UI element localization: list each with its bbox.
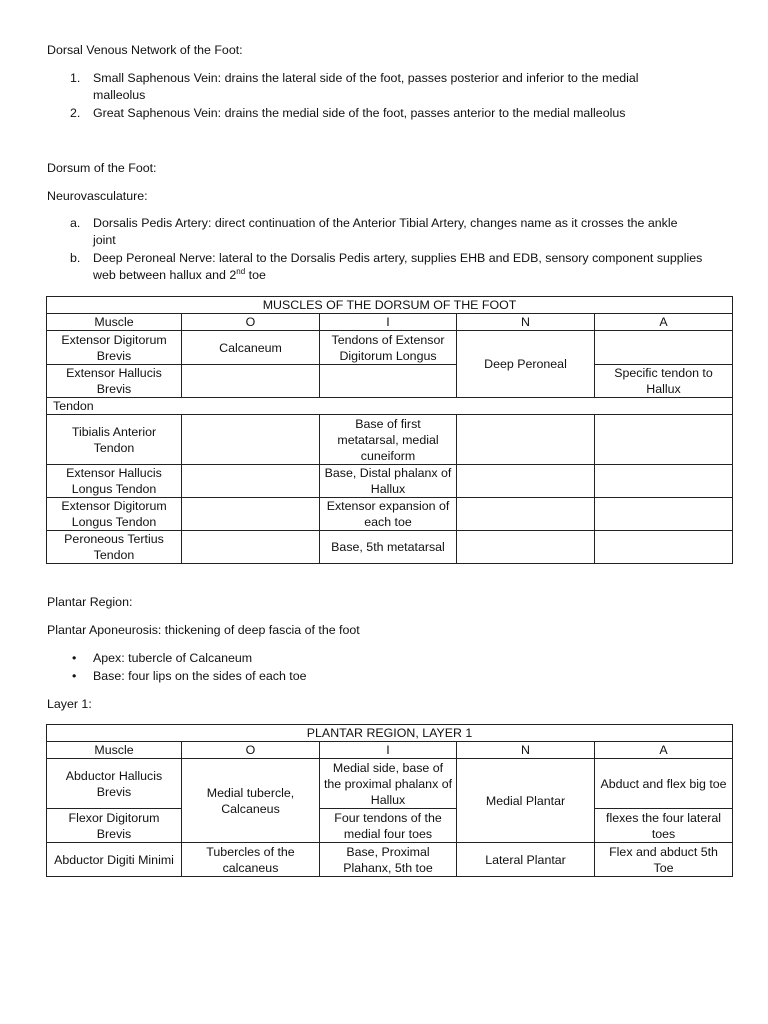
table-cell [457, 465, 595, 498]
table-cell [457, 415, 595, 465]
table-row [47, 331, 733, 365]
table-cell: Base, Distal phalanx of Hallux [320, 465, 457, 498]
table-cell: Abduct and flex big toe [595, 759, 733, 809]
table-cell: Medial Plantar [457, 759, 595, 843]
column-header: N [457, 314, 595, 331]
list-item-text: Great Saphenous Vein: drains the medial side of the foot, passes anterior to the medial malleolus [93, 106, 626, 120]
table-cell [182, 498, 320, 531]
table-cell: Extensor expansion of each toe [320, 498, 457, 531]
list-marker: a. [70, 216, 81, 230]
table-cell [182, 531, 320, 564]
table-row [47, 498, 733, 531]
table-cell: Extensor Digitorum Brevis [47, 331, 182, 365]
table-cell [595, 498, 733, 531]
table-row [47, 415, 733, 465]
table-cell: Abductor Hallucis Brevis [47, 759, 182, 809]
table-row [47, 465, 733, 498]
column-header: Muscle [47, 742, 182, 759]
table-cell: Tibialis Anterior Tendon [47, 415, 182, 465]
table-cell: Tendon [47, 398, 733, 415]
table-cell: Base, 5th metatarsal [320, 531, 457, 564]
table-row [47, 759, 733, 809]
table-row [47, 365, 733, 398]
column-header: I [320, 742, 457, 759]
plantar-heading: Plantar Region: [47, 595, 133, 609]
table-cell: Base, Proximal Plahanx, 5th toe [320, 843, 457, 877]
table-cell [182, 465, 320, 498]
table-cell [457, 498, 595, 531]
list-item-text: Small Saphenous Vein: drains the lateral side of the foot, passes posterior and inferior to the medial [93, 71, 639, 85]
table-cell: Four tendons of the medial four toes [320, 809, 457, 843]
dorsum-muscles-table [46, 296, 733, 564]
table-cell: Extensor Digitorum Longus Tendon [47, 498, 182, 531]
list-item-text-cont: web between hallux and 2nd toe [93, 266, 266, 283]
table-cell: Tubercles of the calcaneus [182, 843, 320, 877]
list-item-text: Deep Peroneal Nerve: lateral to the Dorsalis Pedis artery, supplies EHB and EDB, sensory component supplies [93, 251, 703, 265]
table-cell: Deep Peroneal [457, 331, 595, 398]
dorsal-venous-heading: Dorsal Venous Network of the Foot: [47, 43, 243, 57]
table-cell [182, 365, 320, 398]
table-row [47, 843, 733, 877]
table-cell [182, 415, 320, 465]
column-header: N [457, 742, 595, 759]
bullet-icon: • [72, 651, 77, 665]
table-cell: Medial tubercle, Calcaneus [182, 759, 320, 843]
table-cell [595, 331, 733, 365]
column-header: O [182, 314, 320, 331]
table-cell: Abductor Digiti Minimi [47, 843, 182, 877]
layer-1-heading: Layer 1: [47, 697, 92, 711]
list-marker: b. [70, 251, 81, 265]
table-cell: Lateral Plantar [457, 843, 595, 877]
table-cell [320, 365, 457, 398]
table-cell: Extensor Hallucis Brevis [47, 365, 182, 398]
table-cell [595, 531, 733, 564]
table-cell: Peroneous Tertius Tendon [47, 531, 182, 564]
column-header: A [595, 742, 733, 759]
list-item-text: Dorsalis Pedis Artery: direct continuation of the Anterior Tibial Artery, changes name as it crosses the ankle [93, 216, 678, 230]
list-marker: 1. [70, 71, 81, 85]
table-cell: Tendons of Extensor Digitorum Longus [320, 331, 457, 365]
table-cell: Calcaneum [182, 331, 320, 365]
plantar-layer1-table [46, 724, 733, 877]
table-cell [595, 415, 733, 465]
table-header-row [47, 742, 733, 759]
table-row [47, 531, 733, 564]
list-item-text-cont: joint [93, 233, 116, 248]
table-row [47, 398, 733, 415]
list-item-text-cont: malleolus [93, 88, 146, 103]
table-cell: Flex and abduct 5th Toe [595, 843, 733, 877]
column-header: A [595, 314, 733, 331]
bullet-text: Base: four lips on the sides of each toe [93, 669, 307, 683]
table-cell: Flexor Digitorum Brevis [47, 809, 182, 843]
column-header: I [320, 314, 457, 331]
table-title: PLANTAR REGION, LAYER 1 [47, 725, 733, 742]
table-cell: Specific tendon to Hallux [595, 365, 733, 398]
plantar-aponeurosis-text: Plantar Aponeurosis: thickening of deep fascia of the foot [47, 623, 360, 637]
table-header-row [47, 314, 733, 331]
table-row [47, 809, 733, 843]
list-marker: 2. [70, 106, 81, 120]
table-cell: Medial side, base of the proximal phalanx of Hallux [320, 759, 457, 809]
table-cell [595, 465, 733, 498]
dorsum-heading: Dorsum of the Foot: [47, 161, 157, 175]
bullet-text: Apex: tubercle of Calcaneum [93, 651, 253, 665]
bullet-icon: • [72, 669, 77, 683]
column-header: Muscle [47, 314, 182, 331]
table-cell [457, 531, 595, 564]
table-cell: Extensor Hallucis Longus Tendon [47, 465, 182, 498]
table-title: MUSCLES OF THE DORSUM OF THE FOOT [47, 297, 733, 314]
column-header: O [182, 742, 320, 759]
neurovasculature-heading: Neurovasculature: [47, 189, 148, 203]
table-cell: flexes the four lateral toes [595, 809, 733, 843]
table-cell: Base of first metatarsal, medial cuneiform [320, 415, 457, 465]
